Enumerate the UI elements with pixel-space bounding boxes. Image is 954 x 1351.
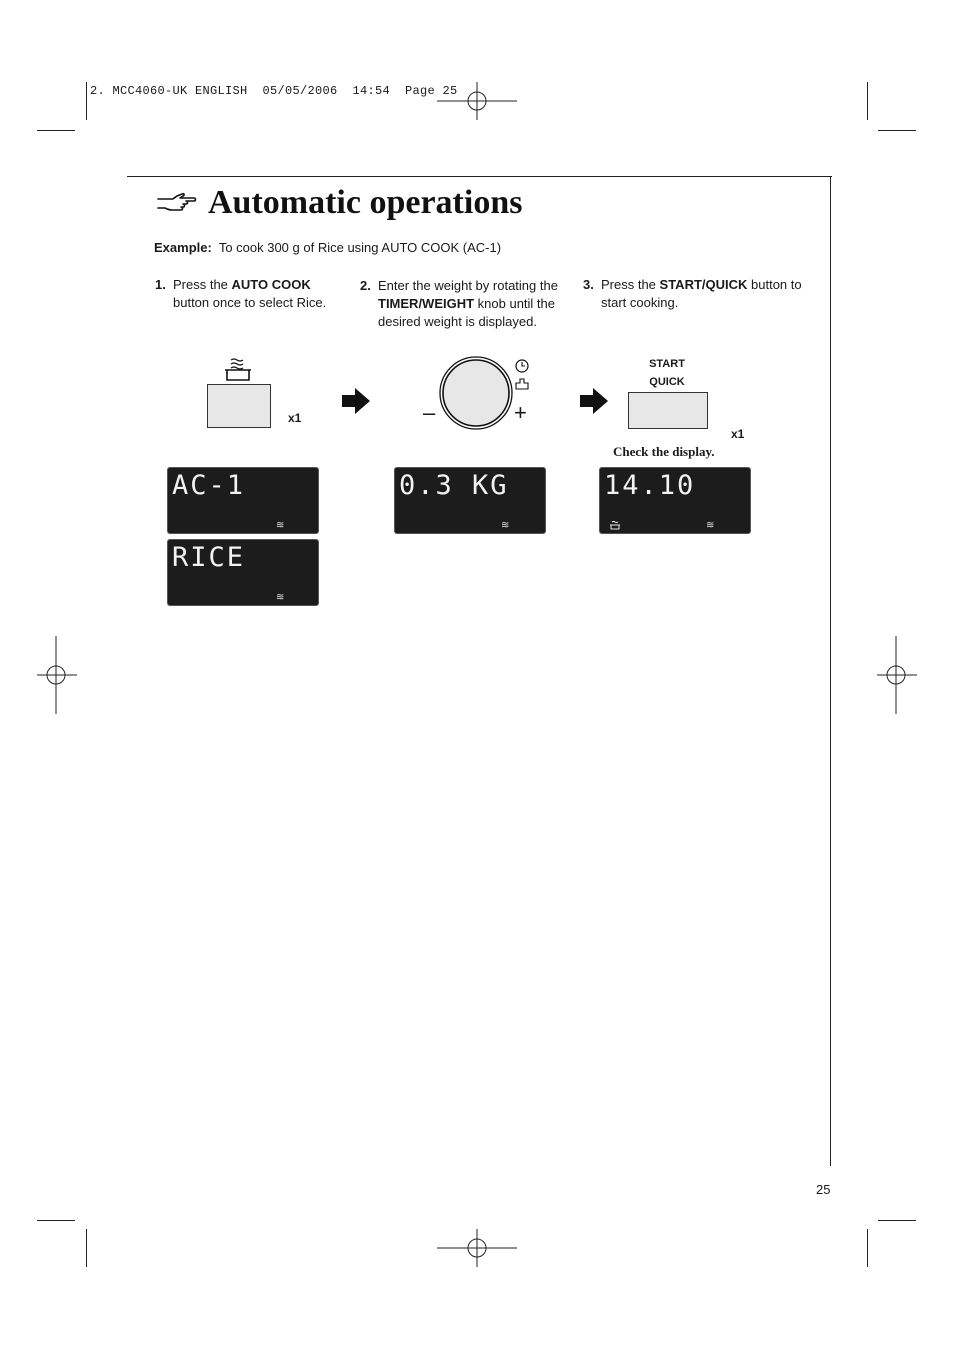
check-display-note: Check the display. <box>613 444 715 459</box>
display-ac1 <box>168 468 318 533</box>
step-2 <box>360 277 572 331</box>
title-block <box>156 184 522 222</box>
crop-mark <box>86 1229 87 1267</box>
step-text: button once to select Rice. <box>173 295 327 310</box>
steam-icon: ≋ <box>276 520 285 531</box>
display-text: 14.10 <box>604 470 696 501</box>
steam-icon: ≋ <box>706 520 715 531</box>
step-number: 3. <box>583 277 594 292</box>
crop-mark <box>37 1220 75 1221</box>
step-1 <box>155 276 340 312</box>
step-text: Press the <box>173 277 232 292</box>
example-text: To cook 300 g of Rice using AUTO COOK (AC-1) <box>218 240 502 255</box>
display-time <box>600 468 750 533</box>
registration-mark-top <box>437 82 517 122</box>
display-weight <box>395 468 545 533</box>
registration-mark-left <box>37 636 77 714</box>
step-3 <box>583 276 808 312</box>
display-text: 0.3 KG <box>399 470 509 501</box>
step-keyword: AUTO COOK <box>231 277 311 292</box>
step-keyword: START/QUICK <box>659 277 748 292</box>
step-number: 1. <box>155 277 166 292</box>
knob-plus-label: + <box>514 400 527 425</box>
step-text: knob until the desired weight is displayed. <box>378 296 555 329</box>
crop-mark <box>878 1220 916 1221</box>
pointing-hand-icon <box>156 191 198 215</box>
print-slug: 2. MCC4060-UK ENGLISH 05/05/2006 14:54 Page 25 <box>90 84 458 98</box>
knob-minus-label: – <box>423 400 436 425</box>
registration-mark-bottom <box>437 1229 517 1269</box>
press-count-3: x1 <box>731 427 745 441</box>
auto-cook-button[interactable] <box>207 384 271 428</box>
crop-mark <box>37 130 75 131</box>
clock-icon <box>516 360 528 372</box>
display-text: AC-1 <box>172 470 246 501</box>
page-title: Automatic operations <box>208 184 523 221</box>
step-text: Enter the weight by rotating the <box>378 278 558 293</box>
step-number: 2. <box>360 278 371 293</box>
display-text: RICE <box>172 542 246 573</box>
arrow-right-icon <box>342 388 370 414</box>
example-label: Example: <box>154 240 212 255</box>
press-count-1: x1 <box>288 411 302 425</box>
step-keyword: TIMER/WEIGHT <box>378 296 475 311</box>
step-text: Press the <box>601 277 660 292</box>
auto-cook-icon <box>609 521 621 530</box>
crop-mark <box>878 130 916 131</box>
example-line <box>154 240 501 255</box>
step-text: button to start cooking. <box>601 277 802 310</box>
display-rice <box>168 540 318 605</box>
crop-mark <box>867 1229 868 1267</box>
weight-icon <box>516 379 528 389</box>
registration-mark-right <box>877 636 917 714</box>
start-label: START <box>649 358 685 370</box>
crop-mark <box>867 82 868 120</box>
crop-mark <box>86 82 87 120</box>
steam-icon: ≋ <box>276 592 285 603</box>
start-quick-button[interactable] <box>628 392 708 429</box>
arrow-right-icon <box>580 388 608 414</box>
steam-icon: ≋ <box>501 520 510 531</box>
start-quick-label <box>637 355 697 391</box>
frame-right-rule <box>830 176 831 1166</box>
frame-top-rule <box>127 176 832 177</box>
auto-cook-icon <box>222 357 254 383</box>
page-number: 25 <box>816 1182 831 1197</box>
quick-label: QUICK <box>649 376 685 388</box>
